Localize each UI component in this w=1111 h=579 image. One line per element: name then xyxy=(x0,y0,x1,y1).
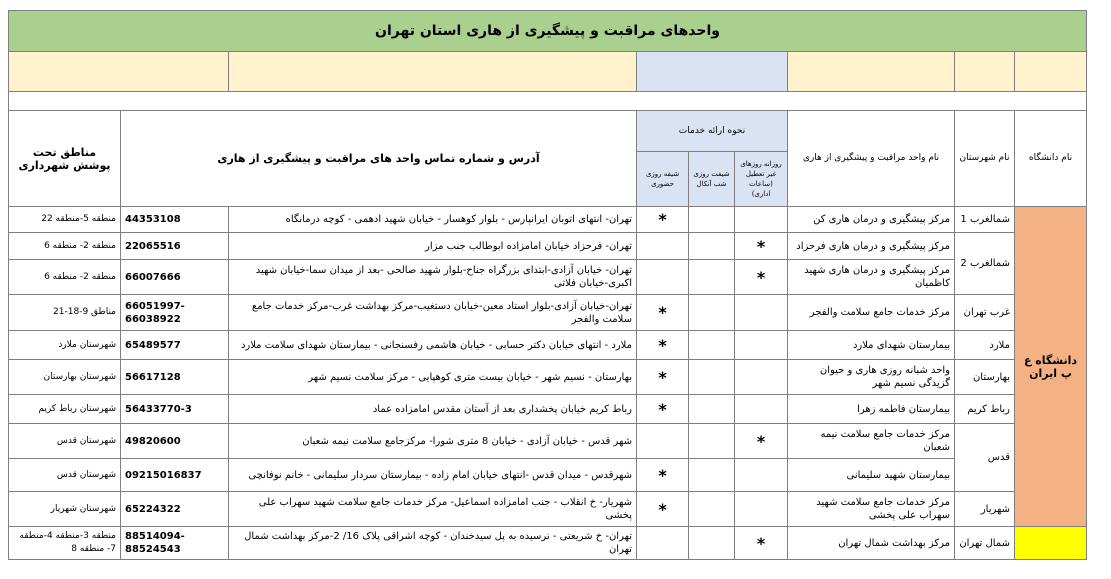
blank-cell xyxy=(788,52,955,92)
mark-24h: * xyxy=(637,331,689,360)
phone-cell: 49820600 xyxy=(121,424,229,459)
header-service-group: نحوه ارائه خدمات xyxy=(637,111,788,152)
district-cell: شهرستان قدس xyxy=(9,459,121,492)
district-cell: منطقه 3-منطقه 4-منطقه 7- منطقه 8 xyxy=(9,527,121,560)
mark-24h: * xyxy=(637,295,689,331)
city-cell: شمال تهران xyxy=(955,527,1015,560)
phone-cell: 66051997- 66038922 xyxy=(121,295,229,331)
phone-cell: 66007666 xyxy=(121,260,229,295)
sheet-title: واحدهای مراقبت و پیشگیری از هاری استان تهران xyxy=(9,11,1087,52)
mark-day xyxy=(735,207,788,233)
mark-day xyxy=(735,295,788,331)
highlight-cell xyxy=(1015,527,1087,560)
mark-24h xyxy=(637,260,689,295)
unit-cell: مرکز خدمات جامع سلامت شهید سهراب علی پخشی xyxy=(788,492,955,527)
phone-cell: 88514094- 88524543 xyxy=(121,527,229,560)
phone-cell: 09215016837 xyxy=(121,459,229,492)
unit-cell: بیمارستان شهدای ملارد xyxy=(788,331,955,360)
unit-cell: مرکز پیشگیری و درمان هاری شهید کاظمیان xyxy=(788,260,955,295)
unit-cell: مرکز پیشگیری و درمان هاری فرحزاد xyxy=(788,233,955,260)
mark-24h: * xyxy=(637,459,689,492)
rabies-units-table xyxy=(8,10,1087,560)
mark-24h xyxy=(637,233,689,260)
mark-night xyxy=(689,492,735,527)
phone-cell: 56617128 xyxy=(121,360,229,395)
mark-day: * xyxy=(735,527,788,560)
address-cell: شهریار- خ انقلاب - جنب امامزاده اسماعیل- مرکز خدمات جامع سلامت شهید سهراب علی پخشی xyxy=(229,492,637,527)
city-cell: غرب تهران xyxy=(955,295,1015,331)
header-districts: مناطق تحت پوشش شهرداری xyxy=(9,111,121,207)
unit-cell: بیمارستان شهید سلیمانی xyxy=(788,459,955,492)
mark-day xyxy=(735,360,788,395)
city-cell: شهریار xyxy=(955,492,1015,527)
district-cell: مناطق 9-18-21 xyxy=(9,295,121,331)
phone-cell: 22065516 xyxy=(121,233,229,260)
mark-night xyxy=(689,207,735,233)
district-cell: شهرستان ملارد xyxy=(9,331,121,360)
phone-cell: 44353108 xyxy=(121,207,229,233)
mark-night xyxy=(689,233,735,260)
district-cell: منطقه 2- منطقه 6 xyxy=(9,260,121,295)
mark-24h: * xyxy=(637,207,689,233)
address-cell: تهران- خ شریعتی - نرسیده به پل سیدخندان - کوچه اشراقی پلاک 16/ 2-مرکز بهداشت شمال تهران xyxy=(229,527,637,560)
address-cell: رباط کریم خیابان پخشداری بعد از آستان مقدس امامزاده عماد xyxy=(229,395,637,424)
mark-24h: * xyxy=(637,395,689,424)
phone-cell: 65224322 xyxy=(121,492,229,527)
address-cell: تهران- خیابان آزادی-ابتدای بزرگراه جناح-بلوار شهید صالحی -بعد از میدان سما-خیابان شهید اکبری-خیابان فلاتی xyxy=(229,260,637,295)
unit-cell: مرکز خدمات جامع سلامت نیمه شعبان xyxy=(788,424,955,459)
mark-day xyxy=(735,459,788,492)
unit-cell: مرکز خدمات جامع سلامت والفجر xyxy=(788,295,955,331)
city-cell: شمالغرب 1 xyxy=(955,207,1015,233)
mark-day xyxy=(735,492,788,527)
blank-cell xyxy=(9,52,229,92)
address-cell: تهران- انتهای اتوبان ایرانپارس - بلوار کوهسار - خیابان شهید ادهمی - کوچه درمانگاه xyxy=(229,207,637,233)
mark-night xyxy=(689,331,735,360)
university-cell: دانشگاه ع پ ایران xyxy=(1015,207,1087,527)
blank-cell xyxy=(1015,52,1087,92)
mark-night xyxy=(689,260,735,295)
mark-24h: * xyxy=(637,360,689,395)
address-cell: ملارد - انتهای خیابان دکتر حسابی - خیابان هاشمی رفسنجانی - بیمارستان شهدای سلامت ملارد xyxy=(229,331,637,360)
header-svc-24h: شیفه روزی حضوری xyxy=(637,152,689,207)
header-city: نام شهرستان xyxy=(955,111,1015,207)
unit-cell: بیمارستان فاطمه زهرا xyxy=(788,395,955,424)
address-cell: شهر قدس - خیابان آزادی - خیابان 8 متری شورا- مرکزجامع سلامت نیمه شعبان xyxy=(229,424,637,459)
header-svc-day: روزانه روزهای غیر تعطیل (ساعات اداری) xyxy=(735,152,788,207)
city-cell: ملارد xyxy=(955,331,1015,360)
mark-night xyxy=(689,424,735,459)
mark-day xyxy=(735,395,788,424)
city-cell: رباط کریم xyxy=(955,395,1015,424)
mark-night xyxy=(689,395,735,424)
header-unit-name: نام واحد مراقبت و پیشگیری از هاری xyxy=(788,111,955,207)
header-svc-night: شیفت روزی شب آنکال xyxy=(689,152,735,207)
district-cell: شهرستان شهریار xyxy=(9,492,121,527)
address-cell: شهرقدس - میدان قدس -انتهای خیابان امام زاده - بیمارستان سردار سلیمانی - خانم نوفانچی xyxy=(229,459,637,492)
address-cell: تهران- فرحزاد خیابان امامزاده ابوطالب جنب مزار xyxy=(229,233,637,260)
mark-day: * xyxy=(735,260,788,295)
phone-cell: 56433770-3 xyxy=(121,395,229,424)
mark-day xyxy=(735,331,788,360)
city-cell: شمالغرب 2 xyxy=(955,233,1015,295)
address-cell: تهران-خیابان آزادی-بلوار استاد معین-خیابان دستغیب-مرکز بهداشت غرب-مرکز خدمات جامع سلامت والفجر xyxy=(229,295,637,331)
header-university: نام دانشگاه xyxy=(1015,111,1087,207)
unit-cell: مرکز پیشگیری و درمان هاری کن xyxy=(788,207,955,233)
mark-24h xyxy=(637,527,689,560)
district-cell: منطقه 5-منطقه 22 xyxy=(9,207,121,233)
blank-cell xyxy=(229,52,637,92)
mark-night xyxy=(689,360,735,395)
blank-cell xyxy=(955,52,1015,92)
spacer-row xyxy=(9,92,1087,111)
city-cell: بهارستان xyxy=(955,360,1015,395)
mark-24h xyxy=(637,424,689,459)
city-cell: قدس xyxy=(955,424,1015,492)
mark-day: * xyxy=(735,233,788,260)
mark-24h: * xyxy=(637,492,689,527)
blank-cell xyxy=(637,52,788,92)
phone-cell: 65489577 xyxy=(121,331,229,360)
district-cell: منطقه 2- منطقه 6 xyxy=(9,233,121,260)
mark-day: * xyxy=(735,424,788,459)
unit-cell: مرکز بهداشت شمال تهران xyxy=(788,527,955,560)
district-cell: شهرستان قدس xyxy=(9,424,121,459)
mark-night xyxy=(689,459,735,492)
address-cell: بهارستان - نسیم شهر - خیابان بیست متری کوهپایی - مرکز سلامت نسیم شهر xyxy=(229,360,637,395)
header-address: آدرس و شماره تماس واحد های مراقبت و پیشگیری از هاری xyxy=(121,111,637,207)
mark-night xyxy=(689,295,735,331)
unit-cell: واحد شبانه روزی هاری و حیوان گزیدگی نسیم شهر xyxy=(788,360,955,395)
mark-night xyxy=(689,527,735,560)
district-cell: شهرستان بهارستان xyxy=(9,360,121,395)
district-cell: شهرستان رباط کریم xyxy=(9,395,121,424)
